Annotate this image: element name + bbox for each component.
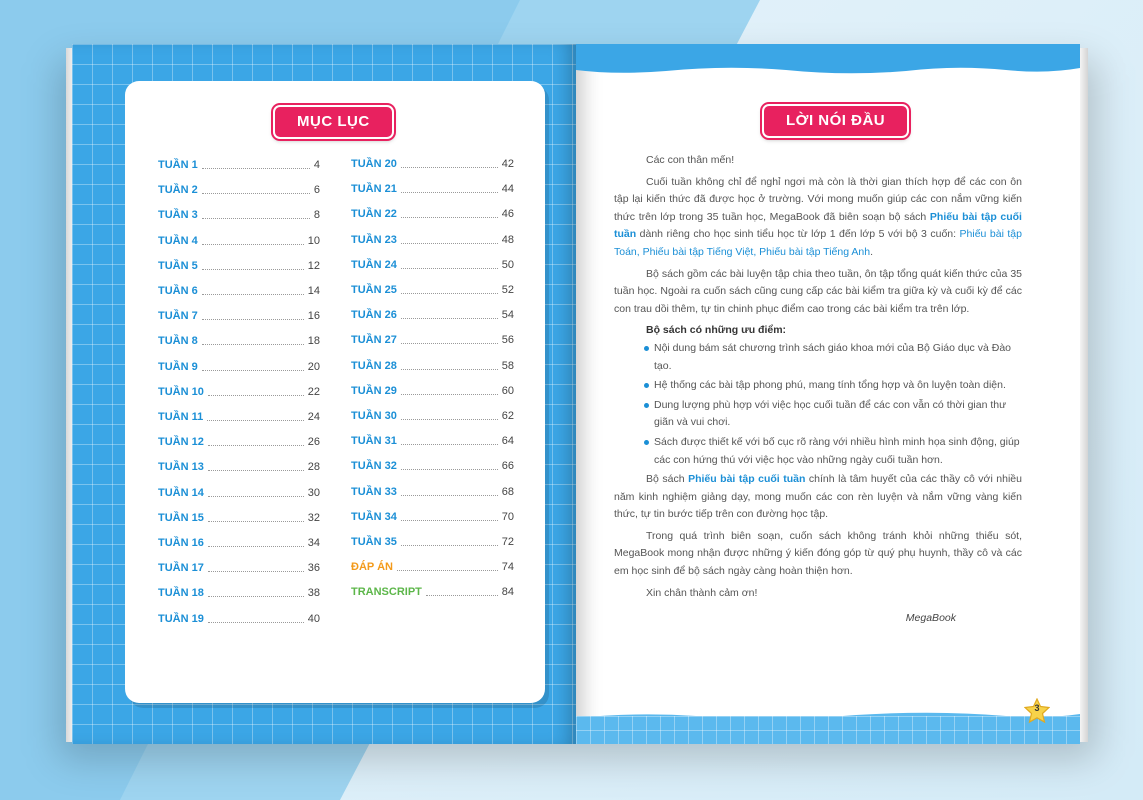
advantage-item: Hệ thống các bài tập phong phú, mang tính tổng hợp và ôn luyện toàn diện. [654, 377, 1022, 395]
toc-entry-page: 52 [501, 284, 514, 296]
advantages-list [614, 340, 1022, 469]
toc-entry [158, 309, 320, 323]
toc-entry-label: TUẦN 6 [158, 285, 198, 297]
toc-leader-dots [401, 167, 498, 168]
toc-entry-label: TUẦN 8 [158, 335, 198, 348]
series-name-2: Phiếu bài tập cuối tuần [688, 473, 806, 486]
toc-entry [158, 460, 320, 474]
toc-entry-page: 84 [501, 586, 514, 599]
toc-entry-page: 12 [307, 259, 320, 272]
toc-entry-page: 28 [307, 461, 320, 474]
toc-leader-dots [202, 370, 304, 371]
greeting: Các con thân mến! [646, 154, 735, 166]
toc-entry-label: TUẦN 4 [158, 234, 198, 247]
toc-leader-dots [401, 293, 498, 294]
top-band [576, 44, 1080, 76]
toc-entry-label: TUẦN 35 [351, 536, 397, 548]
toc-entry-label: TUẦN 9 [158, 360, 198, 373]
toc-entry [351, 333, 514, 347]
toc-entry-page: 40 [307, 612, 320, 625]
toc-entry-label: TUẦN 14 [158, 486, 204, 499]
toc-leader-dots [208, 521, 304, 522]
toc-leader-dots [202, 269, 304, 270]
toc-leader-dots [208, 395, 304, 396]
toc-entry-label: TUẦN 17 [158, 562, 204, 575]
toc-leader-dots [208, 496, 304, 497]
toc-entry-label: TUẦN 23 [351, 233, 397, 246]
toc-entry [351, 207, 514, 221]
toc-entry-page: 16 [307, 310, 320, 323]
page-right-edge [1080, 48, 1088, 742]
series-name: Phiếu bài tập cuối tuần [614, 210, 1022, 241]
toc-entry [351, 182, 514, 196]
toc-entry-page: 6 [313, 184, 320, 197]
toc-entry [158, 284, 320, 298]
toc-leader-dots [401, 444, 498, 445]
toc-entry-label: TUẦN 24 [351, 258, 397, 271]
toc-leader-dots [208, 596, 304, 597]
toc-entry-page: 56 [501, 334, 514, 347]
toc-entry-label: TUẦN 27 [351, 334, 397, 347]
toc-entry-label: ĐÁP ÁN [351, 561, 393, 574]
toc-leader-dots [401, 520, 498, 521]
toc-entry-page: 8 [313, 209, 320, 222]
toc-entry [158, 561, 320, 575]
toc-entry [351, 535, 514, 549]
toc-entry-page: 68 [501, 485, 514, 498]
toc-entry-label: TUẦN 18 [158, 587, 204, 600]
toc-entry [351, 308, 514, 322]
toc-entry-label: TUẦN 26 [351, 309, 397, 322]
toc-leader-dots [401, 243, 498, 244]
toc-entry-page: 48 [501, 233, 514, 246]
toc-leader-dots [401, 192, 498, 193]
advantage-item: Sách được thiết kế với bố cục rõ ràng với nhiều hình minh họa sinh động, giúp các con hứng thú với việc học vào những ngày cuối tuần hơn. [654, 434, 1022, 469]
toc-leader-dots [208, 622, 304, 623]
closing: Xin chân thành cảm ơn! [646, 586, 758, 599]
preface-title: LỜI NÓI ĐẦU [762, 104, 909, 138]
toc-entry-page: 38 [307, 587, 320, 600]
toc-entry-page: 20 [307, 360, 320, 373]
toc-leader-dots [401, 545, 498, 546]
toc-entry [158, 511, 320, 525]
toc-entry [158, 208, 320, 222]
toc-entry-page: 32 [307, 511, 320, 524]
toc-leader-dots [401, 217, 498, 218]
toc-entry [351, 434, 514, 448]
toc-entry [351, 560, 514, 574]
p3-text-a: Bộ sách [646, 473, 689, 486]
toc-entry-label: TUẦN 33 [351, 485, 397, 498]
toc-leader-dots [401, 495, 498, 496]
toc-entry-label: TUẦN 2 [158, 184, 198, 197]
toc-entry [158, 435, 320, 449]
toc-leader-dots [208, 571, 304, 572]
toc-leader-dots [401, 318, 498, 319]
toc-entry-label: TRANSCRIPT [351, 586, 422, 599]
toc-entry-label: TUẦN 34 [351, 510, 397, 523]
toc-entry-label: TUẦN 29 [351, 384, 397, 397]
advantages-heading: Bộ sách có những ưu điểm: [646, 324, 787, 337]
toc-entry-page: 64 [501, 435, 514, 448]
toc-leader-dots [397, 570, 498, 571]
toc-leader-dots [202, 193, 310, 194]
toc-leader-dots [208, 470, 304, 471]
preface-text [614, 152, 1022, 628]
toc-leader-dots [401, 268, 498, 269]
toc-entry-page: 60 [501, 384, 514, 397]
p1-text-b: dành riêng cho học sinh tiểu học từ lớp 1 đến lớp 5 với bộ 3 cuốn: [636, 228, 960, 241]
toc-entry [351, 233, 514, 247]
toc-entry [351, 359, 514, 373]
toc-entry-label: TUẦN 3 [158, 209, 198, 222]
toc-entry [351, 157, 514, 171]
toc-leader-dots [202, 218, 310, 219]
toc-entry-label: TUẦN 22 [351, 208, 397, 221]
toc-entry [158, 158, 320, 172]
toc-leader-dots [208, 445, 304, 446]
toc-entry [158, 334, 320, 348]
toc-entry [351, 459, 514, 473]
toc-entry [351, 585, 514, 599]
toc-entry-label: TUẦN 31 [351, 435, 397, 448]
toc-entry-page: 4 [313, 159, 320, 171]
toc-entry-label: TUẦN 12 [158, 436, 204, 449]
toc-entry-label: TUẦN 5 [158, 259, 198, 272]
toc-entry-label: TUẦN 20 [351, 158, 397, 170]
toc-entry-label: TUẦN 13 [158, 461, 204, 474]
bottom-band [576, 716, 1080, 744]
toc-leader-dots [401, 369, 498, 370]
toc-entry-label: TUẦN 11 [158, 411, 204, 423]
toc-entry [158, 536, 320, 550]
toc-entry-page: 74 [501, 561, 514, 574]
toc-entry-label: TUẦN 21 [351, 183, 397, 196]
toc-entry-label: TUẦN 15 [158, 511, 204, 524]
toc-entry-label: TUẦN 30 [351, 410, 397, 422]
toc-entry [351, 283, 514, 297]
toc-entry-page: 54 [501, 309, 514, 322]
toc-leader-dots [202, 244, 304, 245]
toc-leader-dots [401, 419, 498, 420]
paragraph-3 [614, 471, 1022, 524]
toc-leader-dots [202, 344, 304, 345]
toc-leader-dots [426, 595, 498, 596]
toc-entry [158, 360, 320, 374]
toc-entry-page: 42 [501, 158, 514, 170]
signature: MegaBook [905, 612, 956, 625]
toc-entry-label: TUẦN 1 [158, 159, 198, 171]
toc-entry-page: 50 [501, 258, 514, 271]
toc-entry-page: 14 [307, 285, 320, 297]
toc-entry [158, 410, 320, 424]
toc-entry [158, 586, 320, 600]
toc-leader-dots [202, 294, 304, 295]
toc-leader-dots [202, 168, 310, 169]
advantage-item: Nội dung bám sát chương trình sách giáo khoa mới của Bộ Giáo dục và Đào tạo. [654, 340, 1022, 375]
toc-entry-page: 24 [307, 411, 320, 423]
toc-entry-label: TUẦN 19 [158, 612, 204, 625]
toc-entry [351, 485, 514, 499]
toc-entry-label: TUẦN 16 [158, 537, 204, 549]
toc-leader-dots [401, 343, 498, 344]
toc-leader-dots [401, 469, 498, 470]
book-titles: Phiếu bài tập Toán, Phiếu bài tập Tiếng Việt, Phiếu bài tập Tiếng Anh [614, 228, 1022, 258]
toc-entry [158, 385, 320, 399]
toc-entry-label: TUẦN 10 [158, 385, 204, 398]
toc-entry-page: 10 [307, 234, 320, 247]
toc-entry-page: 72 [501, 536, 514, 548]
toc-entry-page: 62 [501, 410, 514, 422]
toc-entry-label: TUẦN 32 [351, 460, 397, 473]
toc-title: MỤC LỤC [273, 105, 394, 139]
toc-entry [351, 384, 514, 398]
p1-end: . [870, 245, 874, 258]
paragraph-2: Bộ sách gồm các bài luyện tập chia theo tuần, ôn tập tổng quát kiến thức của 35 tuần học. Ngoài ra cuốn sách cũng cung cấp các bài kiểm tra giữa kỳ và cuối kỳ để các con trau dồi thêm, tự tin chinh phục điểm cao trong các bài kiểm tra trên lớp. [614, 267, 1022, 315]
toc-entry [158, 486, 320, 500]
toc-leader-dots [207, 420, 304, 421]
toc-entry-page: 70 [501, 510, 514, 523]
advantage-item: Dung lượng phù hợp với việc học cuối tuần để các con vẫn có thời gian thư giãn và vui chơi. [654, 397, 1022, 432]
toc-entry-page: 66 [501, 460, 514, 473]
toc-entry-page: 30 [307, 486, 320, 499]
toc-entry-page: 36 [307, 562, 320, 575]
toc-entry-page: 22 [307, 385, 320, 398]
toc-entry [351, 258, 514, 272]
paragraph-4: Trong quá trình biên soạn, cuốn sách không tránh khỏi những thiếu sót, MegaBook mong nhận được những ý kiến đóng góp từ quý phụ huynh, thầy cô và các em học sinh để bộ sách ngày càng hoàn thiện hơn. [614, 529, 1022, 578]
toc-entry-page: 44 [501, 183, 514, 196]
p3-text-b: chính là tâm huyết của các thầy cô với nhiều năm kinh nghiệm giảng dạy, mong muốn các con rèn luyện và nắm vững vàng kiến thức, tự tin bước tiếp trên con đường học tập. [614, 473, 1022, 521]
toc-entry-page: 18 [307, 335, 320, 348]
toc-leader-dots [202, 319, 304, 320]
toc-entry [158, 612, 320, 626]
toc-entry [351, 409, 514, 423]
toc-entry-page: 46 [501, 208, 514, 221]
toc-entry-label: TUẦN 25 [351, 284, 397, 296]
toc-entry-label: TUẦN 7 [158, 310, 198, 323]
toc-entry [158, 183, 320, 197]
toc-entry-page: 34 [307, 537, 320, 549]
toc-entry [158, 234, 320, 248]
toc-leader-dots [208, 546, 304, 547]
toc-entry-page: 26 [307, 436, 320, 449]
toc-entry-page: 58 [501, 359, 514, 372]
toc-entry [158, 259, 320, 273]
toc-entry [351, 510, 514, 524]
page-number: 3 [1034, 703, 1040, 713]
toc-leader-dots [401, 394, 498, 395]
paragraph-1 [614, 174, 1022, 262]
p1-text-a: Cuối tuần không chỉ để nghỉ ngơi mà còn là thời gian thích hợp để các con ôn tập lại kiến thức đã được học ở trường. Với mong muốn giúp các con nắm vững kiến thức trên lớp trong 35 tuần học, MegaBook đã biên soạn bộ sách [614, 175, 1022, 223]
toc-entry-label: TUẦN 28 [351, 359, 397, 372]
